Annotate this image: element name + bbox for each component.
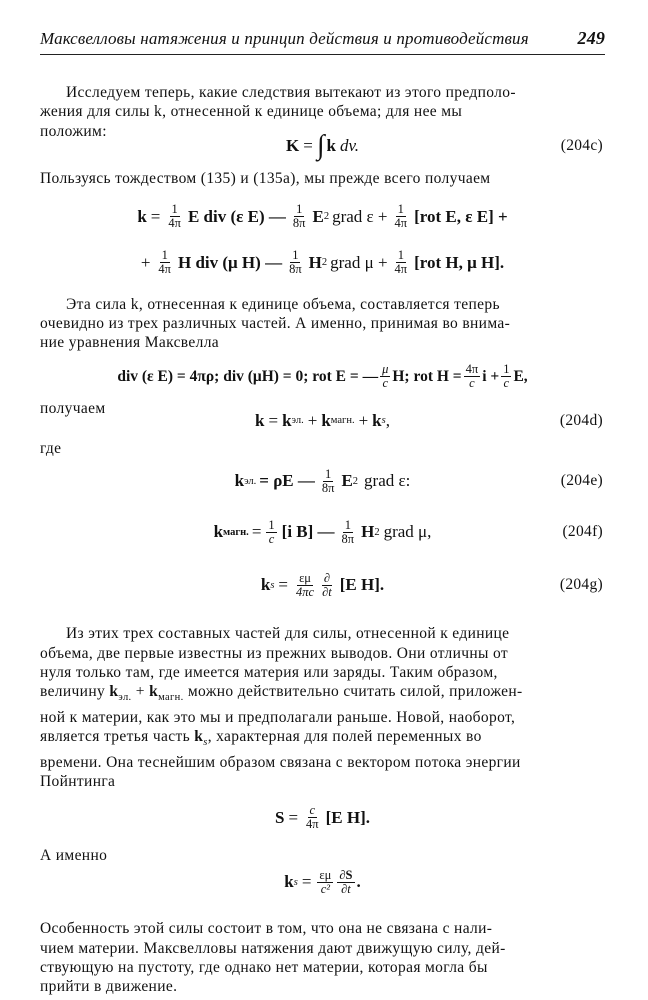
p4-line-7: времени. Она теснейшим образом связана с вектором потока энергии <box>40 753 521 771</box>
equation-k-row-1 <box>40 195 605 239</box>
p4-line-2: объема, две первые известны из прежних выводов. Они отличны от <box>40 644 509 662</box>
eq-sign: = <box>251 522 262 542</box>
equation-tag-204d: (204d) <box>559 411 603 429</box>
p1-line-3: положим: <box>40 122 107 140</box>
eq-sub: s <box>293 876 298 888</box>
fraction: $\frac{\partial}{\partial t}$ <box>322 570 332 599</box>
eq-sup: 2 <box>321 257 328 269</box>
eq-term: [rot H, μ H]. <box>414 252 505 272</box>
eq-term: [E H]. <box>325 807 370 827</box>
eq-term: H div (μ H) — <box>177 252 283 272</box>
fraction: $\frac{\varepsilon\mu}{4\pi c}$ <box>296 570 315 599</box>
eq-k: k <box>234 471 245 491</box>
fraction: $\frac{\mu}{c}$ <box>382 362 389 391</box>
eq-term: grad μ, <box>383 522 432 542</box>
maxwell-equations <box>40 355 605 399</box>
p5-line-1: Особенность этой силы состоит в том, что она не связана с нали- <box>40 920 493 938</box>
eq-body: k <box>326 136 336 156</box>
eq-term: E <box>312 206 324 226</box>
equation-tag-204e: (204e) <box>560 472 603 490</box>
eq-term: H <box>308 252 322 272</box>
p5-line-2: чием материи. Максвелловы натяжения дают движущую силу, дей- <box>40 939 506 957</box>
eq-sign: = <box>303 136 313 156</box>
p5-line-3: ствующую на пустоту, где однако нет материи, которая могла бы <box>40 958 488 976</box>
p4-line-1: Из этих трех составных частей для силы, отнесенной к единице <box>66 625 510 643</box>
fraction: $\frac{\partial S}{\partial t}$ <box>339 867 353 896</box>
eq-term: E, <box>513 367 528 385</box>
eq-term: H <box>361 522 375 542</box>
paragraph-5 <box>40 919 605 997</box>
p4-line-3: нуля только там, где имеется материя или заряды. Таким образом, <box>40 664 498 682</box>
received-text: получаем <box>40 399 106 417</box>
eq-sub: эл. <box>244 475 257 487</box>
eq-sup: 2 <box>374 526 380 538</box>
eq-term: grad ε + <box>332 206 388 226</box>
eq-sub: s <box>381 415 386 427</box>
equation-204c <box>40 129 605 163</box>
eq-end: , <box>385 410 390 430</box>
equation-tag-204c: (204c) <box>560 137 603 155</box>
block-204d <box>40 399 605 443</box>
equation-k-row-2 <box>40 241 605 285</box>
p5-line-4: прийти в движение. <box>40 978 178 996</box>
running-header <box>40 28 605 55</box>
p4-line-5: ной к материи, как это мы и предполагали раньше. Новой, наоборот, <box>40 708 516 726</box>
equation-tag-204f: (204f) <box>562 523 603 541</box>
eq-term: grad μ + <box>330 252 388 272</box>
paragraph-3 <box>40 295 605 353</box>
p3-line-3: ние уравнения Максвелла <box>40 334 220 352</box>
eq-term: E div (ε E) — <box>187 206 286 226</box>
equation-tag-204g: (204g) <box>559 576 603 594</box>
p4-line-6: является третья часть $k_s$, характерная для полей переменных во <box>40 728 482 749</box>
eq-sign: = <box>301 872 312 892</box>
eq-k: k <box>213 522 224 542</box>
fraction: $\frac{1}{8\pi}$ <box>321 466 335 495</box>
eq-term: grad ε: <box>364 471 411 491</box>
fraction: $\frac{1}{4\pi}$ <box>168 202 181 231</box>
fraction: $\frac{4\pi}{c}$ <box>465 362 479 391</box>
eq-sign: + <box>358 410 369 430</box>
eq-end: . <box>356 872 361 892</box>
integral-sign: ∫ <box>316 130 325 162</box>
equation-poynting <box>40 796 605 840</box>
eq-term: E <box>341 471 353 491</box>
eq-lhs: K <box>285 136 300 156</box>
fraction: $\frac{1}{c}$ <box>268 517 275 546</box>
eq-sub: s <box>270 579 275 591</box>
page <box>40 28 605 997</box>
equation-204f <box>40 508 605 556</box>
fraction: $\frac{\varepsilon\mu}{\text{c²}}$ <box>319 867 332 896</box>
header-title: Максвелловы натяжения и принцип действия и противодействия <box>40 29 529 48</box>
p3-line-1: Эта сила k, отнесенная к единице объема, составляется теперь <box>66 295 500 313</box>
fraction: $\frac{1}{8\pi}$ <box>292 202 306 231</box>
eq-sign: = <box>150 206 161 226</box>
eq-sup: 2 <box>352 475 359 487</box>
fraction: $\frac{1}{4\pi}$ <box>394 248 408 277</box>
eq-sub: магн. <box>330 415 355 427</box>
eq-sign: = <box>278 575 289 595</box>
eq-sub: магн. <box>223 526 249 538</box>
eq-k: k <box>321 410 331 430</box>
equation-204g <box>40 560 605 610</box>
p1-line-2: жения для силы k, отнесенной к единице объема; для нее мы <box>40 103 463 121</box>
eq-term: [rot E, ε E] + <box>414 206 508 226</box>
fraction: $\frac{1}{4\pi}$ <box>394 202 408 231</box>
eq-term: [i B] — <box>281 522 335 542</box>
equation-ks <box>40 861 605 903</box>
page-number: 249 <box>577 28 605 48</box>
fraction: $\frac{1}{8\pi}$ <box>289 248 302 277</box>
equation-204d <box>40 399 605 443</box>
eq-k: k <box>284 872 294 892</box>
fraction: $\frac{1}{4\pi}$ <box>158 248 171 277</box>
eq-term: i + <box>482 367 500 385</box>
eq-k: k <box>282 410 292 430</box>
eq-term: H; rot H = <box>392 367 462 385</box>
eq-sub: эл. <box>291 415 304 427</box>
eq-sign: = <box>288 807 299 827</box>
p1-line-1: Исследуем теперь, какие следствия вытекают из этого предполо- <box>66 84 516 101</box>
p3-line-2: очевидно из трех различных частей. А именно, принимая во внима- <box>40 315 511 333</box>
paragraph-4 <box>40 624 605 791</box>
where-text: где <box>40 439 62 457</box>
eq-sup: 2 <box>323 211 330 223</box>
namely-text: А именно <box>40 846 108 864</box>
eq-term: [E H]. <box>339 575 385 595</box>
p4-line-4: величину $k_{эл.} + k_{магн.}$ можно действительно считать силой, приложен- <box>40 683 523 704</box>
eq-sign: = <box>268 410 279 430</box>
fraction: $\frac{c}{4\pi}$ <box>306 803 319 832</box>
eq-sign: + <box>307 410 318 430</box>
eq-term: = ρE — <box>259 471 315 491</box>
fraction: $\frac{1}{c}$ <box>503 362 510 391</box>
eq-term: div (ε E) = 4πρ; div (μH) = 0; rot E = — <box>117 367 379 385</box>
fraction: $\frac{1}{8\pi}$ <box>341 517 355 546</box>
eq-k: k <box>137 206 147 226</box>
p2-line-1: Пользуясь тождеством (135) и (135a), мы прежде всего получаем <box>40 170 491 188</box>
eq-k: k <box>260 575 271 595</box>
eq-term: S <box>274 807 285 827</box>
eq-sign: + <box>140 252 151 272</box>
eq-k: k <box>255 410 265 430</box>
p4-line-8: Пойнтинга <box>40 773 116 791</box>
equation-204e <box>40 458 605 504</box>
eq-k: k <box>372 410 382 430</box>
eq-dv: dv. <box>339 136 359 156</box>
